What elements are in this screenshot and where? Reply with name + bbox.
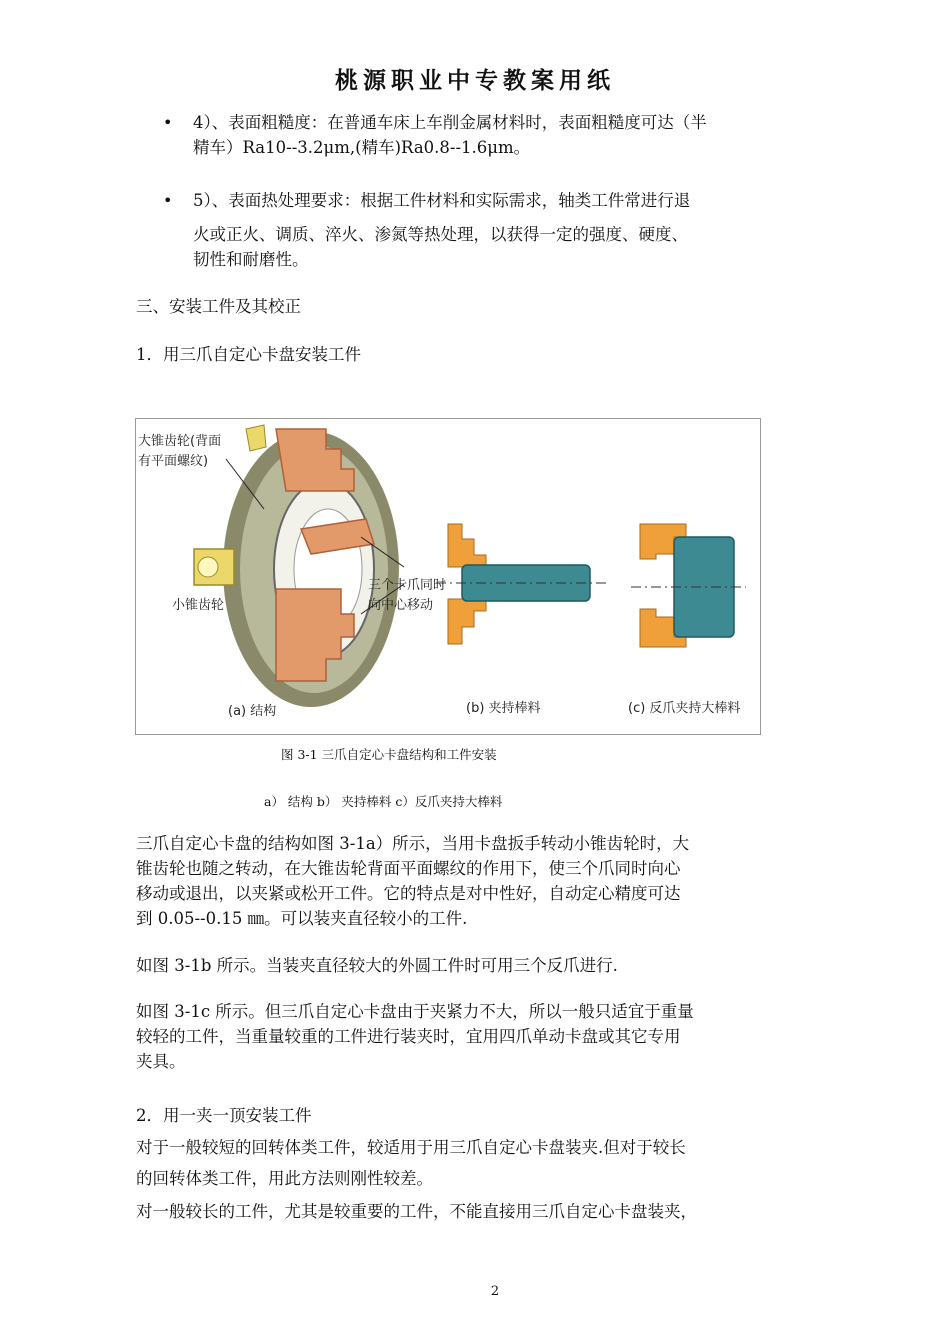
label-jaws-line-2: 向中心移动: [368, 598, 434, 613]
paragraph-3-line-2: 较轻的工件，当重量较重的工件进行装夹时，宜用四爪单动卡盘或其它专用: [136, 1027, 681, 1046]
figure-chuck-diagram: [135, 418, 761, 735]
bullet-marker: •: [163, 191, 173, 210]
paragraph-3-line-3: 夹具。: [136, 1052, 186, 1071]
chuck-structure-drawing: [194, 425, 404, 707]
paragraph-4-line-1: 对于一般较短的回转体类工件，较适用于用三爪自定心卡盘装夹.但对于较长: [136, 1138, 686, 1157]
paragraph-1-line-4: 到 0.05--0.15 ㎜。可以装夹直径较小的工件.: [136, 909, 468, 928]
label-small-gear: 小锥齿轮: [172, 598, 225, 613]
label-big-gear-line-2: 有平面螺纹): [138, 454, 209, 469]
paragraph-1-line-3: 移动或退出，以夹紧或松开工件。它的特点是对中性好，自动定心精度可达: [136, 884, 681, 903]
label-big-gear-line-1: 大锥齿轮(背面: [138, 434, 222, 449]
paragraph-3-line-1: 如图 3-1c 所示。但三爪自定心卡盘由于夹紧力不大，所以一般只适宜于重量: [136, 1002, 694, 1021]
small-gear-socket: [198, 557, 218, 577]
figure-svg: [136, 419, 760, 734]
paragraph-2: 如图 3-1b 所示。当装夹直径较大的外圆工件时可用三个反爪进行.: [136, 956, 618, 975]
paragraph-5: 对一般较长的工件，尤其是较重要的工件，不能直接用三爪自定心卡盘装夹，: [136, 1202, 697, 1221]
paragraph-1-line-2: 锥齿轮也随之转动，在大锥齿轮背面平面螺纹的作用下，使三个爪同时向心: [136, 859, 681, 878]
figure-caption: 图 3-1 三爪自定心卡盘结构和工件安装: [281, 747, 497, 762]
label-part-c: (c) 反爪夹持大棒料: [628, 701, 741, 716]
reverse-jaw-drawing: [631, 524, 746, 647]
bullet-5-line-3: 韧性和耐磨性。: [193, 250, 309, 269]
section-heading: 三、安装工件及其校正: [136, 297, 301, 316]
paragraph-1-line-1: 三爪自定心卡盘的结构如图 3-1a）所示，当用卡盘扳手转动小锥齿轮时，大: [136, 834, 690, 853]
page-header-title: 桃源职业中专教案用纸: [335, 67, 615, 94]
jaw-b-top: [448, 524, 486, 567]
upper-gear-key: [246, 425, 266, 451]
figure-subcaption: a） 结构 b） 夹持棒料 c）反爪夹持大棒料: [264, 794, 503, 809]
jaw-b-bottom: [448, 599, 486, 644]
bar-clamp-drawing: [436, 524, 606, 644]
page-number: 2: [490, 1284, 500, 1299]
bullet-4-line-2: 精车）Ra10--3.2μm,(精车)Ra0.8--1.6μm。: [193, 138, 531, 157]
bullet-4-line-1: 4）、表面粗糙度：在普通车床上车削金属材料时，表面粗糙度可达（半: [193, 113, 707, 132]
paragraph-4-line-2: 的回转体类工件，用此方法则刚性较差。: [136, 1169, 433, 1188]
label-jaws-line-1: 三个卡爪同时: [368, 578, 447, 593]
label-part-a: (a) 结构: [228, 704, 277, 719]
bullet-marker: •: [163, 113, 173, 132]
label-part-b: (b) 夹持棒料: [466, 701, 541, 716]
subsection-heading-2: 2．用一夹一顶安装工件: [136, 1106, 312, 1125]
bullet-5-line-1: 5）、表面热处理要求：根据工件材料和实际需求，轴类工件常进行退: [193, 191, 691, 210]
bullet-5-line-2: 火或正火、调质、淬火、渗氮等热处理，以获得一定的强度、硬度、: [193, 225, 688, 244]
subsection-heading-1: 1．用三爪自定心卡盘安装工件: [136, 345, 361, 364]
